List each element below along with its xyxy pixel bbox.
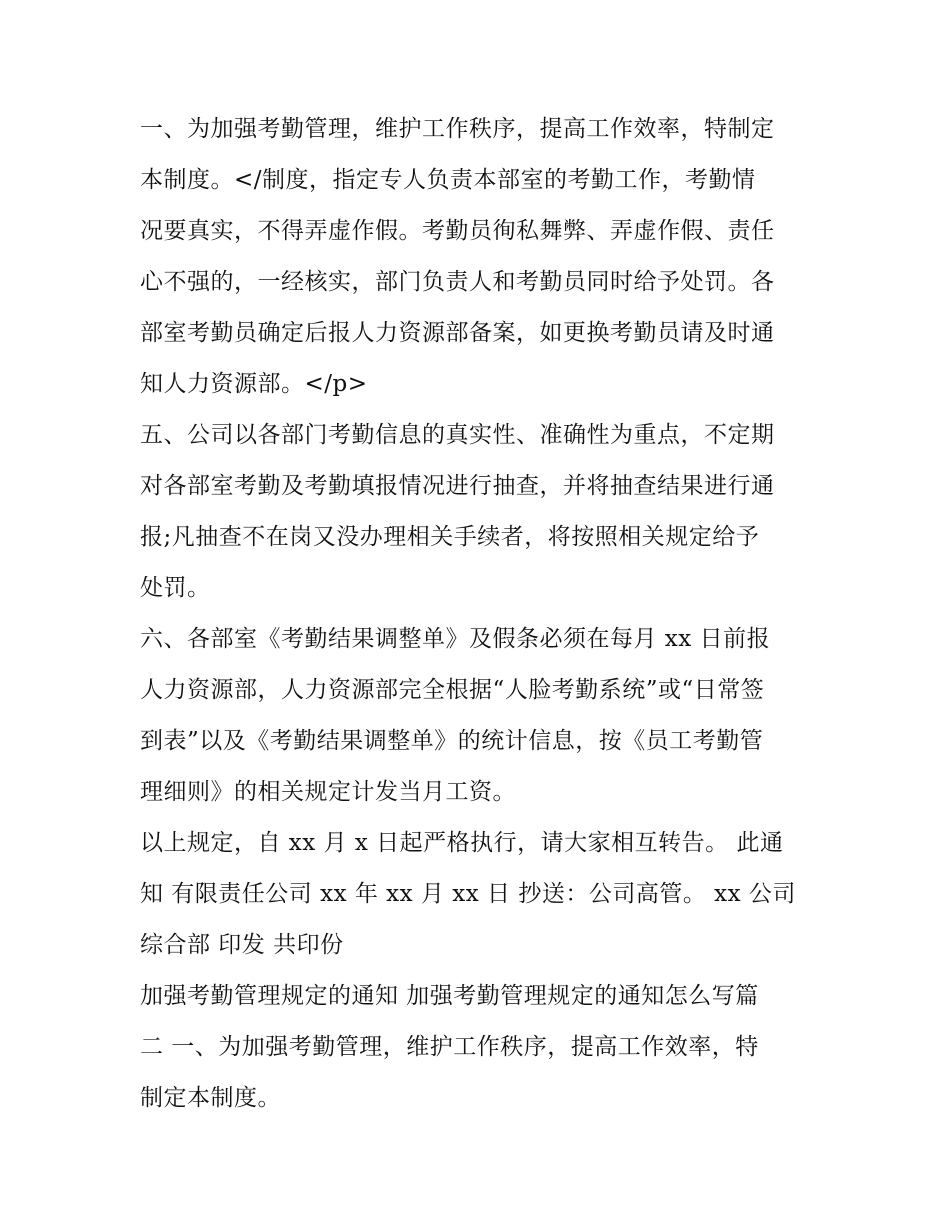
text-line-14: 理细则》的相关规定计发当月工资。 [140,779,516,805]
text-line-8: 对各部室考勤及考勤填报情况进行抽查，并将抽查结果进行通 [140,473,775,499]
text-line-11: 六、各部室《考勤结果调整单》及假条必须在每月 xx 日前报 [140,626,771,652]
text-line-13: 到表”以及《考勤结果调整单》的统计信息，按《员工考勤管 [140,728,764,754]
text-line-6: 知人力资源部。</p> [140,371,368,397]
text-line-19: 二 一、为加强考勤管理，维护工作秩序，提高工作效率，特 [140,1034,759,1060]
text-line-9: 报;凡抽查不在岗又没办理相关手续者，将按照相关规定给予 [140,524,760,550]
text-line-20: 制定本制度。 [140,1085,281,1111]
text-line-15: 以上规定，自 xx 月 x 日起严格执行，请大家相互转告。 此通 [140,830,784,856]
text-line-10: 处罚。 [140,575,211,601]
text-line-17: 综合部 印发 共印份 [140,932,344,958]
document-body [140,106,820,1126]
text-line-5: 部室考勤员确定后报人力资源部备案，如更换考勤员请及时通 [140,320,775,346]
text-line-1: 一、为加强考勤管理，维护工作秩序，提高工作效率，特制定 [140,116,775,142]
text-line-12: 人力资源部，人力资源部完全根据“人脸考勤系统”或“日常签 [140,677,765,703]
text-line-3: 况要真实，不得弄虚作假。考勤员徇私舞弊、弄虚作假、责任 [140,218,775,244]
text-line-2: 本制度。</制度，指定专人负责本部室的考勤工作，考勤情 [140,167,756,193]
text-line-4: 心不强的，一经核实，部门负责人和考勤员同时给予处罚。各 [140,269,775,295]
text-line-18: 加强考勤管理规定的通知 加强考勤管理规定的通知怎么写篇 [140,983,759,1009]
text-line-7: 五、公司以各部门考勤信息的真实性、准确性为重点，不定期 [140,422,775,448]
text-line-16: 知 有限责任公司 xx 年 xx 月 xx 日 抄送：公司高管。 xx 公司 [140,881,796,907]
